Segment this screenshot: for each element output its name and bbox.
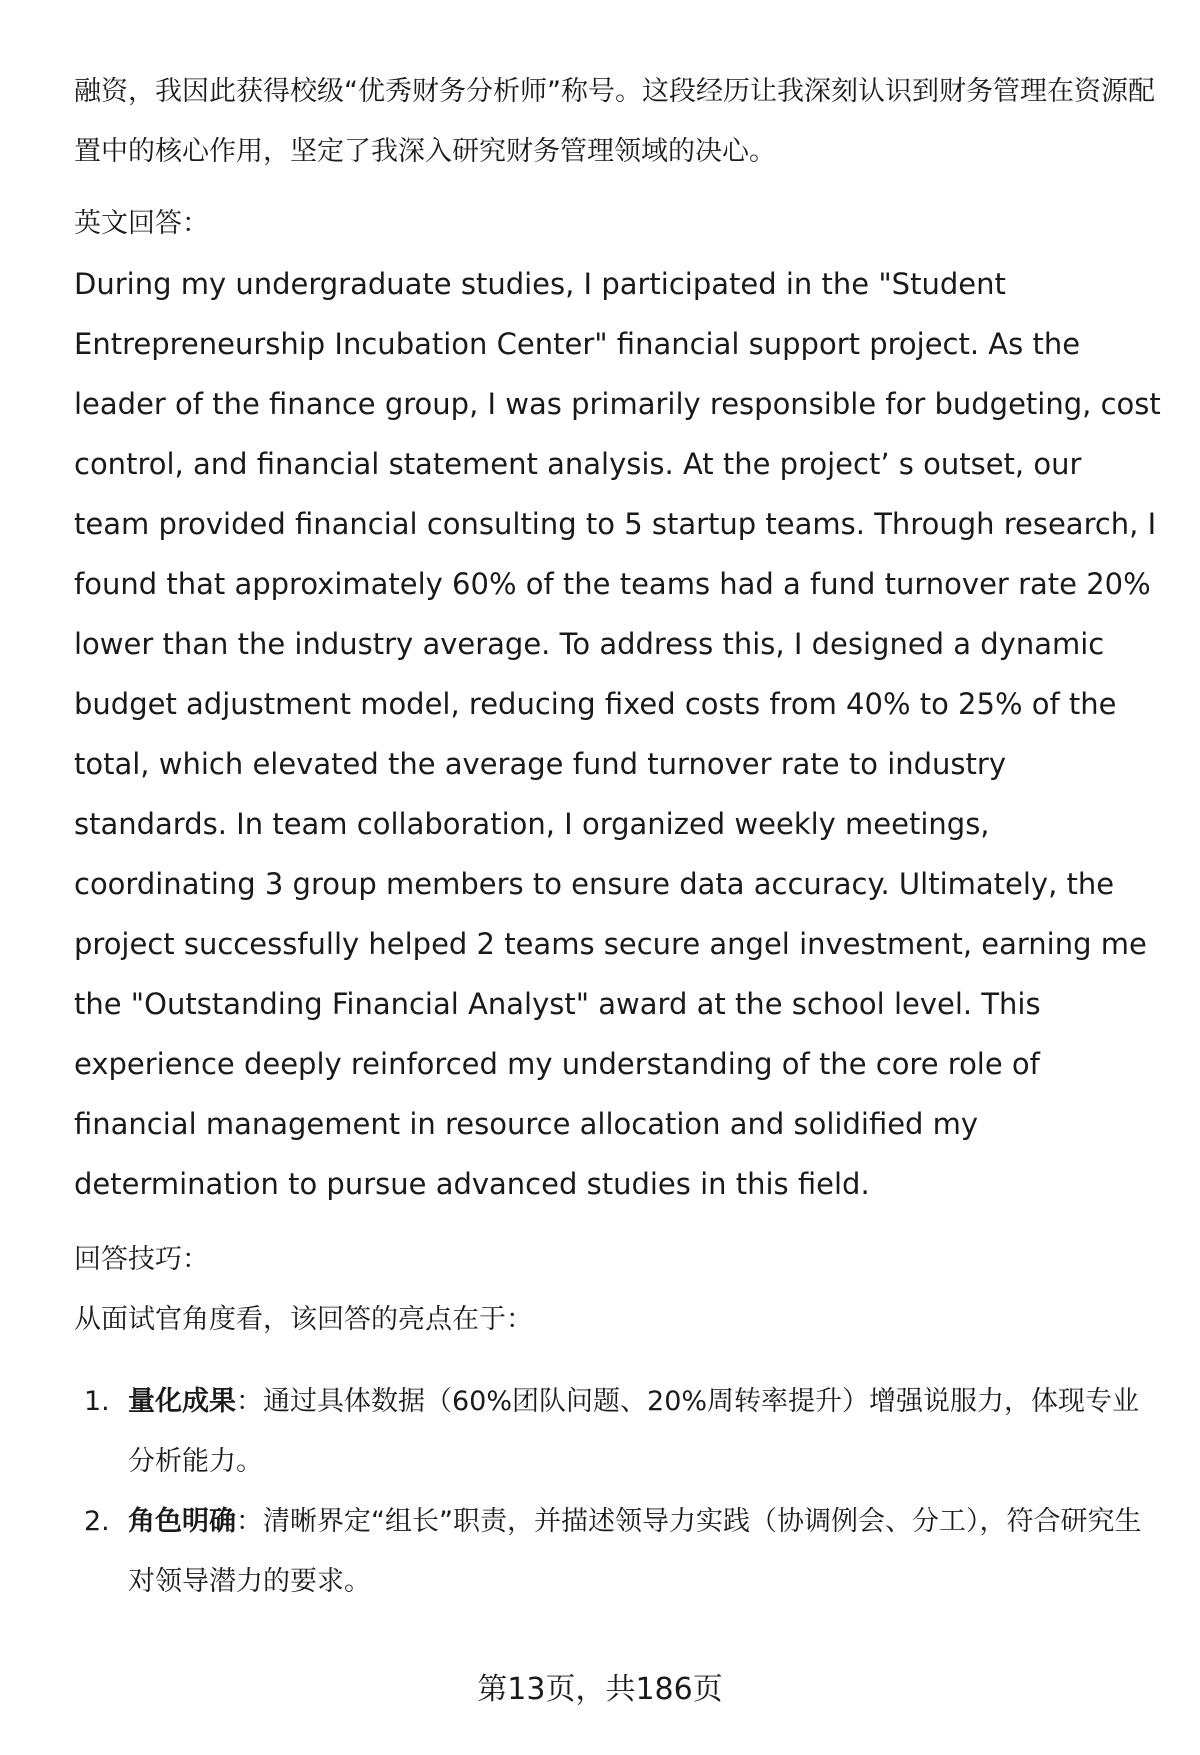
tip-text: ：通过具体数据（60%团队问题、20%周转率提升）增强说服力，体现专业分析能力。	[128, 1386, 1140, 1477]
tips-intro: 从面试官角度看，该回答的亮点在于：	[74, 1304, 533, 1335]
intro-paragraph: 融资，我因此获得校级“优秀财务分析师”称号。这段经历让我深刻认识到财务管理在资源配置中的核心作用，坚定了我深入研究财务管理领域的决心。	[74, 76, 1155, 167]
tips-list	[74, 1372, 1164, 1612]
tip-item	[74, 1492, 1164, 1612]
english-answer-label: 英文回答：	[74, 208, 209, 239]
tip-text: ：清晰界定“组长”职责，并描述领导力实践（协调例会、分工），符合研究生对领导潜力的要求。	[128, 1506, 1142, 1597]
tip-title: 量化成果	[128, 1386, 236, 1417]
tip-item	[74, 1372, 1164, 1492]
tip-title: 角色明确	[128, 1506, 236, 1537]
page-number: 第13页，共186页	[477, 1672, 723, 1707]
english-answer-paragraph: During my undergraduate studies, I participated in the "Student Entrepreneurship Incubation Center" financial support project. As the leader of the finance group, I was primarily responsible for budgeting, cost control, and financial statement analysis. At the project’ s outset, our team provided financial consulting to 5 startup teams. Through research, I found that approximately 60% of the teams had a fund turnover rate 20% lower than the industry average. To address this, I designed a dynamic budget adjustment model, reducing fixed costs from 40% to 25% of the total, which elevated the average fund turnover rate to industry standards. In team collaboration, I organized weekly meetings, coordinating 3 group members to ensure data accuracy. Ultimately, the project successfully helped 2 teams secure angel investment, earning me the "Outstanding Financial Analyst" award at the school level. This experience deeply reinforced my understanding of the core role of financial management in resource allocation and solidified my determination to pursue advanced studies in this field.	[74, 267, 1161, 1201]
tip-number: 1.	[84, 1386, 110, 1417]
tips-label: 回答技巧：	[74, 1244, 209, 1275]
page-content	[74, 62, 1164, 1612]
tip-number: 2.	[84, 1506, 110, 1537]
